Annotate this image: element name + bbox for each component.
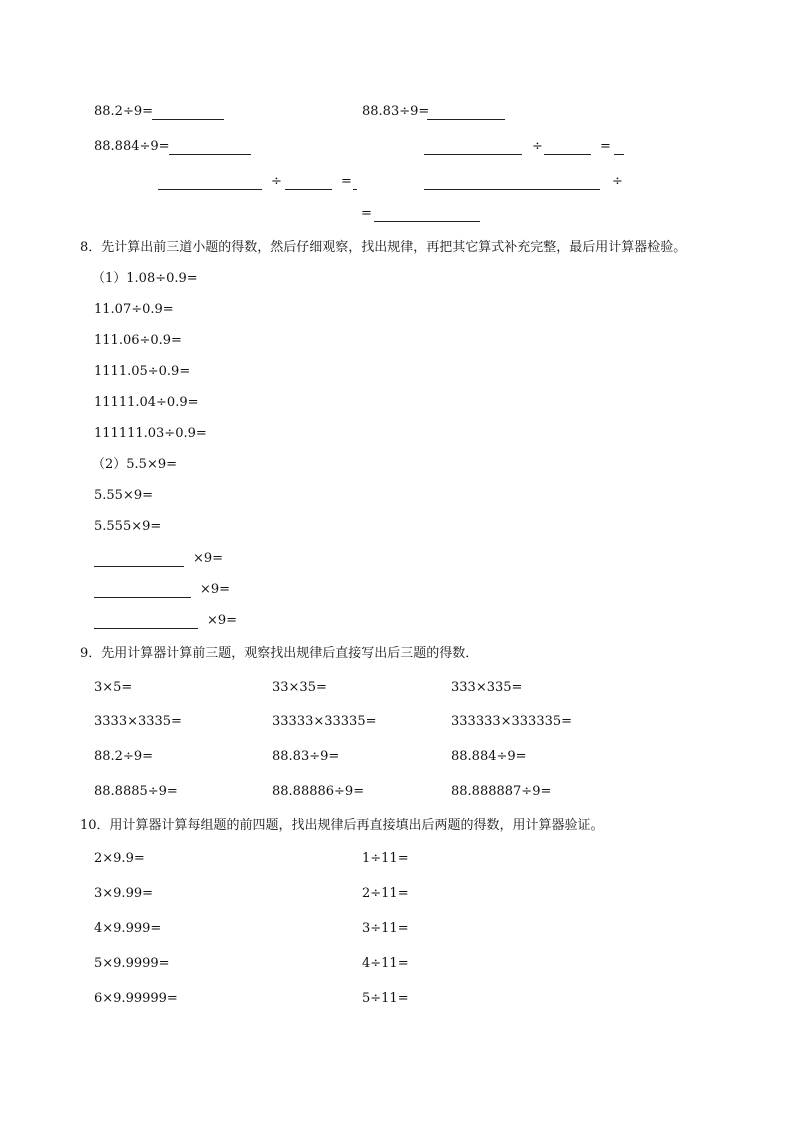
answer-blank[interactable] [353,189,357,190]
equals-sign: = [600,139,611,154]
q8-item: 1111.05÷0.9= [94,364,191,379]
factor-blank[interactable] [94,597,191,598]
q10-item: 3×9.99= [94,886,154,901]
q10-item: 3÷11= [362,921,409,936]
divide-sign: ÷ [612,174,623,189]
question-8-title: 8．先计算出前三道小题的得数，然后仔细观察，找出规律，再把其它算式补充完整，最后用计算器检验。 [80,240,687,255]
q9-item: 88.888887÷9= [451,784,552,799]
q8-item: 5.55×9= [94,488,154,503]
equals-sign: = [361,206,372,221]
q9-item: 88.83÷9= [272,749,340,764]
q10-item: 4×9.999= [94,921,162,936]
divisor-blank[interactable] [285,189,332,190]
q8-item: 111111.03÷0.9= [94,426,207,441]
q10-item: 4÷11= [362,956,409,971]
q10-item: 2÷11= [362,886,409,901]
answer-blank[interactable] [427,119,505,120]
q8-blank-suffix: ×9= [200,582,231,597]
factor-blank[interactable] [94,628,198,629]
equals-sign: = [341,174,352,189]
q9-item: 88.884÷9= [451,749,527,764]
answer-blank[interactable] [152,119,224,120]
q8-item: 11111.04÷0.9= [94,395,199,410]
equation-88-2: 88.2÷9= [94,104,154,119]
answer-blank[interactable] [169,154,251,155]
q9-item: 33333×33335= [272,714,377,729]
q10-item: 6×9.99999= [94,991,178,1006]
q9-item: 333×335= [451,680,523,695]
divide-sign: ÷ [271,174,282,189]
q10-item: 5×9.9999= [94,956,170,971]
divisor-blank[interactable] [544,154,591,155]
question-9-title: 9．先用计算器计算前三题，观察找出规律后直接写出后三题的得数． [80,646,479,661]
answer-blank[interactable] [374,221,480,222]
q8-item: （2）5.5×9= [92,457,178,472]
dividend-blank[interactable] [424,189,600,190]
q8-blank-suffix: ×9= [207,613,238,628]
q9-item: 3333×3335= [94,714,182,729]
q9-item: 333333×333335= [451,714,573,729]
q9-item: 88.8885÷9= [94,784,178,799]
question-10-title: 10．用计算器计算每组题的前四题，找出规律后再直接填出后两题的得数，用计算器验证。 [80,818,604,833]
q9-item: 88.2÷9= [94,749,154,764]
q8-item: 11.07÷0.9= [94,302,174,317]
q8-blank-suffix: ×9= [193,551,224,566]
equation-88-884: 88.884÷9= [94,139,170,154]
q8-item: （1）1.08÷0.9= [92,271,198,286]
q10-item: 2×9.9= [94,851,145,866]
factor-blank[interactable] [94,566,184,567]
q8-item: 111.06÷0.9= [94,333,182,348]
q8-item: 5.555×9= [94,519,162,534]
q10-item: 1÷11= [362,851,409,866]
q9-item: 33×35= [272,680,327,695]
dividend-blank[interactable] [158,189,262,190]
equation-88-83: 88.83÷9= [362,104,430,119]
q10-item: 5÷11= [362,991,409,1006]
dividend-blank[interactable] [424,154,522,155]
answer-blank[interactable] [614,154,624,155]
q9-item: 3×5= [94,680,133,695]
q9-item: 88.88886÷9= [272,784,365,799]
divide-sign: ÷ [532,139,543,154]
